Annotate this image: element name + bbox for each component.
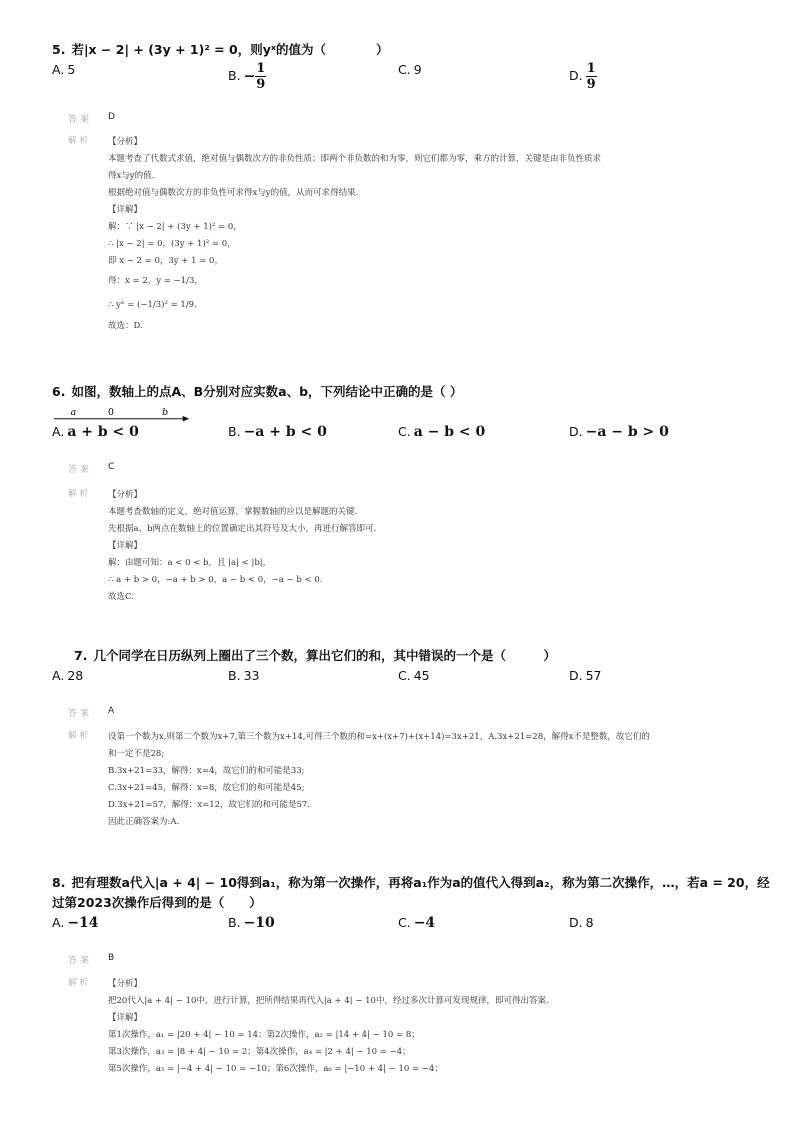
answer-value: A: [108, 706, 115, 716]
question-8-stem: [52, 873, 770, 893]
option-d[interactable]: D. 57: [569, 668, 602, 683]
option-c[interactable]: C. −4: [398, 915, 436, 931]
question-6-stem: [52, 382, 752, 402]
label-b: b: [162, 407, 169, 418]
question-5-stem: [52, 40, 752, 60]
question-5: [52, 40, 752, 94]
option-a[interactable]: A. −14: [52, 915, 99, 931]
fraction: $\frac{1}{9}$: [586, 61, 596, 92]
label-zero: 0: [108, 407, 114, 418]
option-c[interactable]: C. 9: [398, 62, 422, 77]
question-number: 6.: [52, 384, 66, 399]
question-8: [52, 873, 770, 937]
fraction: $\frac{1}{9}$: [256, 61, 266, 92]
option-b[interactable]: B. −10: [228, 915, 275, 931]
question-number: 5.: [52, 42, 66, 57]
option-c[interactable]: C. a − b < 0: [398, 424, 486, 440]
question-text: 若|x − 2| + (3y + 1)² = 0，则yˣ的值为（ ）: [71, 42, 389, 57]
option-b[interactable]: B. 33: [228, 668, 260, 683]
number-line-figure: [52, 404, 192, 426]
question-8-stem-line-2: 过第2023次操作后得到的是（ ）: [52, 895, 262, 910]
answer-value: B: [108, 953, 115, 963]
option-a[interactable]: A. 28: [52, 668, 84, 683]
question-7-stem: [52, 646, 752, 666]
question-7: [52, 646, 752, 690]
question-8-options: [52, 915, 752, 937]
label-a: a: [70, 407, 77, 418]
question-6-options-wrap: [52, 424, 752, 446]
option-b[interactable]: B. − $\frac{1}{9}$: [228, 61, 266, 92]
option-a[interactable]: A. a + b < 0: [52, 424, 139, 440]
option-d[interactable]: D. −a − b > 0: [569, 424, 669, 440]
question-5-options: [52, 60, 752, 94]
question-text: 如图，数轴上的点A、B分别对应实数a、b，下列结论中正确的是（ ）: [71, 384, 463, 399]
option-d[interactable]: D. $\frac{1}{9}$: [569, 61, 596, 92]
question-6: [52, 382, 752, 402]
option-a[interactable]: A. 5: [52, 62, 76, 77]
question-number: 8.: [52, 875, 66, 890]
option-c[interactable]: C. 45: [398, 668, 430, 683]
question-7-options: [52, 668, 752, 690]
answer-value: C: [108, 462, 115, 472]
option-b[interactable]: B. −a + b < 0: [228, 424, 327, 440]
answer-value: D: [108, 112, 115, 122]
question-number: 7.: [74, 648, 88, 663]
arrow-right-icon: [183, 416, 190, 422]
question-text: 几个同学在日历纵列上圈出了三个数，算出它们的和，其中错误的一个是（ ）: [93, 648, 556, 663]
option-d[interactable]: D. 8: [569, 915, 594, 930]
question-6-options: [52, 424, 752, 446]
question-text-line-1: 把有理数a代入|a + 4| − 10得到a₁，称为第一次操作，再将a₁作为a的值代入得到a₂，称为第二次操作，…，若a = 20，经: [71, 875, 770, 890]
